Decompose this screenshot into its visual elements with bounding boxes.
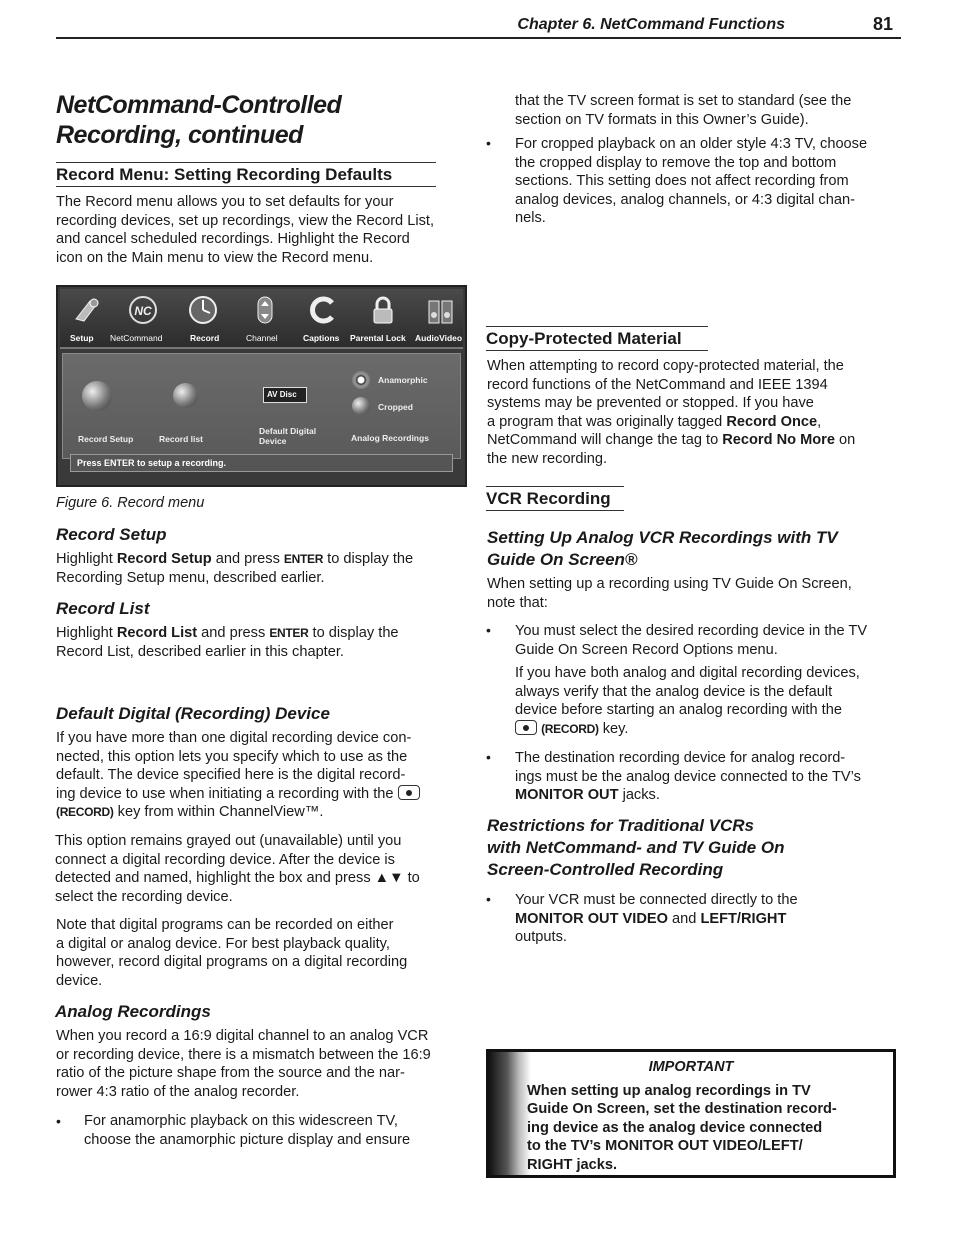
chapter-title: Chapter 6. NetCommand Functions xyxy=(517,16,785,33)
important-notice-box xyxy=(486,1049,896,1178)
text: to display the xyxy=(323,551,414,567)
analog-recordings-label: Analog Recordings xyxy=(351,433,429,443)
bold-text: Record No More xyxy=(722,432,835,448)
cropped-label: Cropped xyxy=(378,402,413,412)
text-line: Guide On Screen Record Options menu. xyxy=(515,641,778,658)
default-device-label-line-1: Default Digital xyxy=(259,426,317,436)
record-key-label: (RECORD) xyxy=(56,805,114,819)
anamorphic-bullet xyxy=(84,1112,474,1149)
bullet-marker: • xyxy=(486,749,491,765)
section-heading: Copy-Protected Material xyxy=(486,326,708,351)
text: key from within ChannelView™. xyxy=(113,804,324,820)
record-setup-text xyxy=(56,550,476,587)
record-button-icon xyxy=(398,785,420,800)
text-line: a digital or analog device. For best playback quality, xyxy=(56,935,390,952)
menu-label-parental-lock: Parental Lock xyxy=(350,333,406,343)
text: and press xyxy=(211,551,284,567)
heading-line: Guide On Screen® xyxy=(487,550,638,569)
setup-icon xyxy=(72,295,102,325)
menu-label-setup: Setup xyxy=(70,333,94,343)
record-list-button[interactable] xyxy=(173,383,198,408)
default-device-label-line-2: Device xyxy=(259,436,287,446)
bullet-marker: • xyxy=(486,891,491,907)
text-line: rower 4:3 ratio of the analog recorder. xyxy=(56,1083,300,1100)
cropped-bullet xyxy=(515,135,905,228)
grayed-out-paragraph xyxy=(55,832,475,906)
restrictions-heading xyxy=(487,815,902,881)
analog-recordings-heading: Analog Recordings xyxy=(55,1002,211,1021)
text-line: ing device as the analog device connected xyxy=(527,1119,823,1136)
bold-text: MONITOR OUT VIDEO/LEFT/ xyxy=(605,1138,803,1155)
enter-key-label: ENTER xyxy=(283,552,324,566)
text-line: that the TV screen format is set to standard (see the xyxy=(515,93,852,109)
default-device-label xyxy=(259,426,316,446)
text: Highlight xyxy=(56,625,117,641)
text-line: the new recording. xyxy=(487,450,608,467)
bold-text: RIGHT xyxy=(527,1156,573,1173)
text-line: section on TV formats in this Owner’s Guide). xyxy=(515,111,809,128)
heading-line: Restrictions for Traditional VCRs xyxy=(487,816,755,835)
important-heading: IMPORTANT xyxy=(648,1059,734,1075)
text-line: For cropped playback on an older style 4:3 TV, choose xyxy=(515,136,868,152)
text-line: Your VCR must be connected directly to the xyxy=(515,892,798,908)
text-line: Record List, described earlier in this chapter. xyxy=(56,643,344,660)
intro-paragraph xyxy=(56,193,476,267)
text-line: record functions of the NetCommand and IEEE 1394 xyxy=(487,376,828,393)
text-line: The destination recording device for analog record- xyxy=(515,750,846,766)
text: ing device to use when initiating a recording with the xyxy=(56,785,394,802)
text-line: When setting up analog recordings in TV xyxy=(527,1083,811,1099)
heading-line: Setting Up Analog VCR Recordings with TV xyxy=(487,528,838,547)
section-copy-protected xyxy=(486,326,708,351)
text: , xyxy=(817,413,822,430)
section-vcr-recording xyxy=(486,486,624,511)
section-heading: VCR Recording xyxy=(486,486,624,511)
text-line: systems may be prevented or stopped. If you have xyxy=(487,395,814,411)
default-digital-heading: Default Digital (Recording) Device xyxy=(56,704,330,723)
text-line: Recording Setup menu, described earlier. xyxy=(56,569,325,586)
bold-text: Record List xyxy=(116,625,198,641)
anamorphic-radio[interactable] xyxy=(352,371,370,389)
text-line: nels. xyxy=(515,210,546,226)
text-line: This option remains grayed out (unavailable) until you xyxy=(55,833,402,849)
bullet-destination-device xyxy=(515,749,905,805)
record-setup-label: Record Setup xyxy=(78,434,134,444)
text-line: default. The device specified here is the digital record- xyxy=(56,767,406,783)
bullet-marker: • xyxy=(486,135,491,151)
text-line: select the recording device. xyxy=(55,888,233,905)
record-list-label: Record list xyxy=(159,434,203,444)
parental-lock-icon xyxy=(368,295,398,325)
netcommand-icon xyxy=(128,295,158,325)
text-line: recording devices, set up recordings, view the Record List, xyxy=(56,212,434,229)
captions-icon xyxy=(308,295,338,325)
svg-text:NC: NC xyxy=(134,304,152,318)
text-line: connect a digital recording device. After the device is xyxy=(55,851,395,868)
menu-label-netcommand: NetCommand xyxy=(110,333,163,343)
text-line: You must select the desired recording device in the TV xyxy=(515,623,868,639)
text-line: ratio of the picture shape from the source and the nar- xyxy=(56,1065,405,1081)
record-icon xyxy=(188,295,218,325)
text-line: Note that digital programs can be recorded on either xyxy=(56,917,394,933)
text-line: choose the anamorphic picture display and ensure xyxy=(84,1131,411,1148)
text: key. xyxy=(598,720,629,737)
channel-icon xyxy=(250,295,280,325)
enter-key-label: ENTER xyxy=(269,626,309,640)
record-list-text xyxy=(56,624,476,661)
bold-text: LEFT/RIGHT xyxy=(700,910,787,927)
page-title-line-2: Recording, continued xyxy=(56,121,303,149)
text: to display the xyxy=(308,625,399,641)
audio-video-icon xyxy=(426,295,456,325)
text-line: For anamorphic playback on this widescreen TV, xyxy=(84,1113,398,1129)
record-key-label: (RECORD) xyxy=(541,721,599,736)
cropped-radio[interactable] xyxy=(352,397,370,415)
text-line: When you record a 16:9 digital channel to an analog VCR xyxy=(56,1028,429,1044)
text: NetCommand will change the tag to xyxy=(487,432,723,448)
note-paragraph xyxy=(56,916,476,990)
text: and xyxy=(667,910,701,927)
heading-line: with NetCommand- and TV Guide On xyxy=(487,838,785,857)
text-line: always verify that the analog device is the default xyxy=(515,683,833,700)
default-digital-text xyxy=(56,729,476,822)
text-line: analog devices, analog channels, or 4:3 digital chan- xyxy=(515,191,855,208)
menu-label-record: Record xyxy=(190,333,220,343)
text-line: or recording device, there is a mismatch between the 16:9 xyxy=(56,1046,431,1063)
text-line: device before starting an analog recording with the xyxy=(515,702,842,718)
text-line: nected, this option lets you specify which to use as the xyxy=(56,748,408,765)
tv-guide-intro xyxy=(487,575,902,612)
text: jacks. xyxy=(618,787,660,803)
section-record-menu xyxy=(56,162,436,187)
menu-label-channel: Channel xyxy=(246,333,278,343)
text: to the TV’s xyxy=(527,1138,606,1155)
anamorphic-bullet-continued xyxy=(515,92,905,129)
bullet-vcr-connection xyxy=(515,891,905,947)
record-button-icon xyxy=(515,720,537,735)
status-bar: Press ENTER to setup a recording. xyxy=(70,454,453,472)
bullet-select-device xyxy=(515,622,905,738)
text-line: detected and named, highlight the box and press ▲▼ to xyxy=(55,870,420,886)
default-device-selector[interactable]: AV Disc xyxy=(263,387,307,403)
text: a program that was originally tagged xyxy=(487,413,727,430)
text: on xyxy=(834,432,856,448)
text-line: icon on the Main menu to view the Record menu. xyxy=(56,249,374,266)
menu-label-captions: Captions xyxy=(303,333,340,343)
figure-caption: Figure 6. Record menu xyxy=(56,495,205,511)
record-setup-heading: Record Setup xyxy=(56,525,167,544)
text: and press xyxy=(197,625,270,641)
text-line: The Record menu allows you to set defaults for your xyxy=(56,194,394,210)
section-heading: Record Menu: Setting Recording Defaults xyxy=(56,162,436,187)
record-setup-button[interactable] xyxy=(82,381,112,411)
page-number: 81 xyxy=(872,14,893,34)
text-line: note that: xyxy=(487,594,548,611)
text-line: the cropped display to remove the top and bottom xyxy=(515,154,837,171)
text-line: device. xyxy=(56,972,103,989)
heading-line: Screen-Controlled Recording xyxy=(487,860,724,879)
analog-recordings-text xyxy=(56,1027,476,1101)
record-menu-figure xyxy=(56,285,467,487)
text-line: When setting up a recording using TV Guide On Screen, xyxy=(487,576,852,592)
bullet-marker: • xyxy=(486,622,491,638)
text-line: Guide On Screen, set the destination record- xyxy=(527,1101,837,1118)
main-menu-icon-bar xyxy=(60,289,463,349)
copy-protected-text xyxy=(487,357,902,468)
text-line: If you have more than one digital recording device con- xyxy=(56,730,412,746)
important-text xyxy=(527,1082,879,1174)
bold-text: MONITOR OUT xyxy=(515,787,619,803)
text-line: ings must be the analog device connected to the TV’s xyxy=(515,768,861,785)
text-line: sections. This setting does not affect recording from xyxy=(515,173,849,189)
menu-label-audio-video: AudioVideo xyxy=(415,333,463,343)
bold-text: Record Setup xyxy=(116,551,212,567)
text-line: When attempting to record copy-protected material, the xyxy=(487,358,844,374)
text-line: If you have both analog and digital recording devices, xyxy=(515,665,860,681)
bold-text: Record Once xyxy=(726,413,818,430)
page-header xyxy=(56,14,901,39)
text-line: and cancel scheduled recordings. Highlight the Record xyxy=(56,231,410,247)
text: Highlight xyxy=(56,551,117,567)
page-title xyxy=(56,90,341,150)
text-line: however, record digital programs on a digital recording xyxy=(56,954,408,970)
anamorphic-label: Anamorphic xyxy=(378,375,428,385)
bullet-marker: • xyxy=(56,1113,61,1129)
tv-guide-heading xyxy=(487,527,902,571)
text: jacks. xyxy=(572,1156,618,1173)
text-line: outputs. xyxy=(515,929,567,945)
page-title-line-1: NetCommand-Controlled xyxy=(56,91,342,119)
bold-text: MONITOR OUT VIDEO xyxy=(515,910,668,927)
record-list-heading: Record List xyxy=(56,599,150,618)
